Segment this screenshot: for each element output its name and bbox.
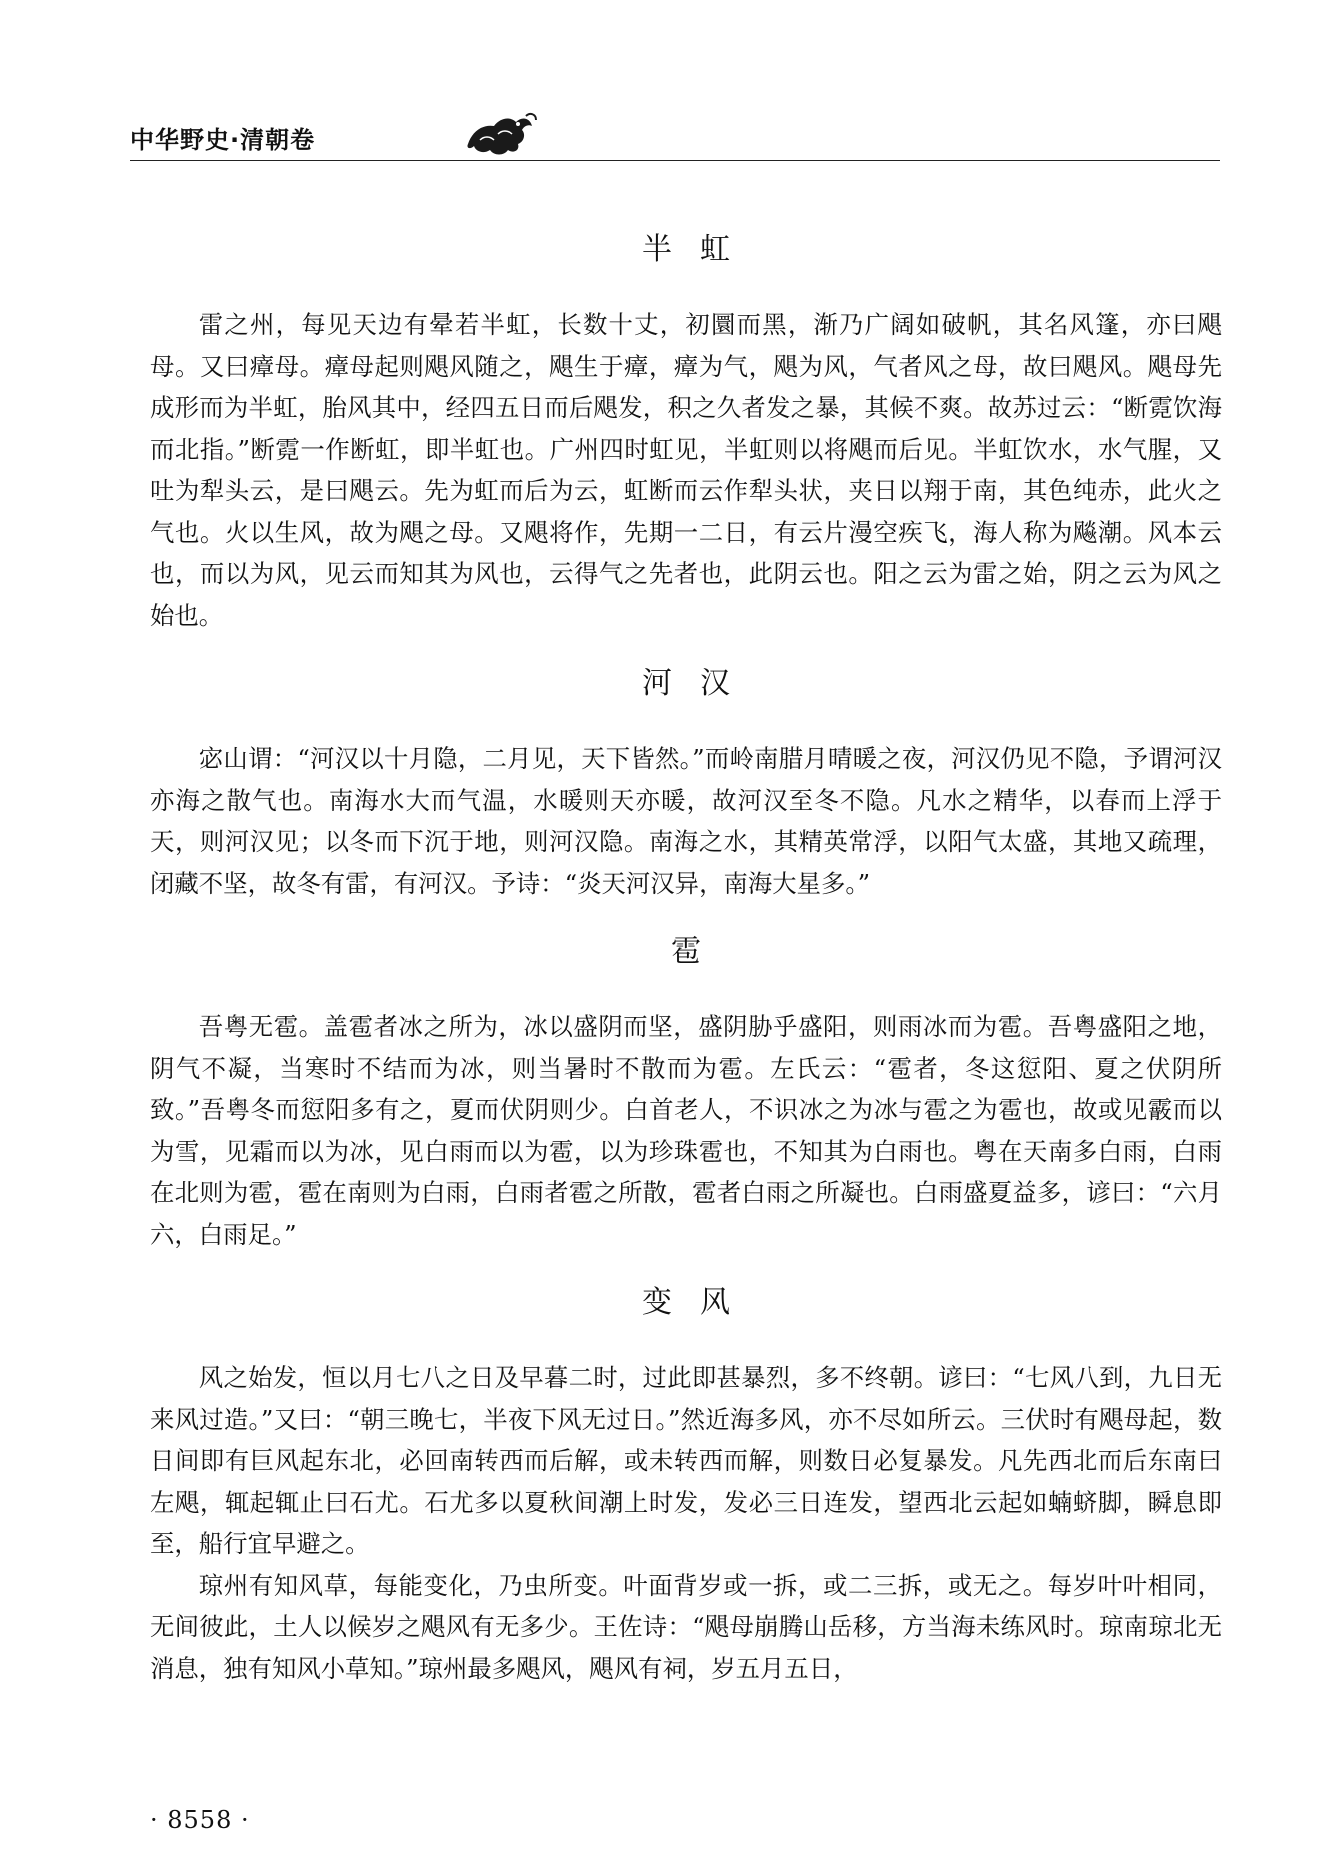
dragon-emblem-graphic	[460, 110, 540, 160]
page-content	[150, 220, 1222, 1707]
section-title: 半虹	[642, 232, 758, 267]
section-ban-hong	[150, 220, 1222, 636]
section-body	[150, 738, 1222, 904]
section-bao	[150, 922, 1222, 1255]
paragraph: 风之始发，恒以月七八之日及早暮二时，过此即甚暴烈，多不终朝。谚曰：“七风八到，九日无来风过造。”又曰：“朝三晚七，半夜下风无过日。”然近海多风，亦不尽如所云。三伏时有飓母起，数日间即有巨风起东北，必回南转西而后解，或未转西而解，则数日必复暴发。凡先西北而后东南曰左飓，辄起辄止曰石尤。石尤多以夏秋间潮上时发，发必三日连发，望西北云起如蝻蛴脚，瞬息即至，船行宜早避之。	[150, 1363, 1222, 1558]
page-number: · 8558 ·	[150, 1806, 250, 1834]
header-rule	[130, 160, 1220, 161]
section-title: 变风	[642, 1285, 758, 1320]
page-header	[130, 110, 550, 160]
dragon-emblem-icon	[460, 110, 540, 160]
section-he-han	[150, 654, 1222, 904]
paragraph: 吾粤无雹。盖雹者冰之所为，冰以盛阴而坚，盛阴胁乎盛阳，则雨冰而为雹。吾粤盛阳之地，阴气不凝，当寒时不结而为冰，则当暑时不散而为雹。左氏云：“雹者，冬这愆阳、夏之伏阴所致。”吾粤冬而愆阳多有之，夏而伏阴则少。白首老人，不识冰之为冰与雹之为雹也，故或见霰而以为雪，见霜而以为冰，见白雨而以为雹，以为珍珠雹也，不知其为白雨也。粤在天南多白雨，白雨在北则为雹，雹在南则为白雨，白雨者雹之所散，雹者白雨之所凝也。白雨盛夏益多，谚曰：“六月六，白雨足。”	[150, 1012, 1222, 1249]
section-body	[150, 304, 1222, 636]
section-title: 河汉	[642, 666, 758, 701]
paragraph: 宓山谓：“河汉以十月隐，二月见，天下皆然。”而岭南腊月晴暖之夜，河汉仍见不隐，予谓河汉亦海之散气也。南海水大而气温，水暖则天亦暖，故河汉至冬不隐。凡水之精华，以春而上浮于天，则河汉见；以冬而下沉于地，则河汉隐。南海之水，其精英常浮，以阳气太盛，其地又疏理，闭藏不坚，故冬有雷，有河汉。予诗：“炎天河汉异，南海大星多。”	[150, 744, 1222, 898]
section-bian-feng	[150, 1273, 1222, 1689]
section-title: 雹	[671, 934, 729, 969]
paragraph: 雷之州，每见天边有晕若半虹，长数十丈，初圜而黑，渐乃广阔如破帆，其名风篷，亦曰飓母。又曰瘴母。瘴母起则飓风随之，飓生于瘴，瘴为气，飓为风，气者风之母，故曰飓风。飓母先成形而为半虹，胎风其中，经四五日而后飓发，积之久者发之暴，其候不爽。故苏过云：“断霓饮海而北指。”断霓一作断虹，即半虹也。广州四时虹见，半虹则以将飓而后见。半虹饮水，水气腥，又吐为犁头云，是曰飓云。先为虹而后为云，虹断而云作犁头状，夹日以翔于南，其色纯赤，此火之气也。火以生风，故为飓之母。又飓将作，先期一二日，有云片漫空疾飞，海人称为飚潮。风本云也，而以为风，见云而知其为风也，云得气之先者也，此阴云也。阳之云为雷之始，阴之云为风之始也。	[150, 310, 1222, 630]
section-body	[150, 1357, 1222, 1689]
paragraph: 琼州有知风草，每能变化，乃虫所变。叶面背岁或一拆，或二三拆，或无之。每岁叶叶相同，无间彼此，土人以候岁之飓风有无多少。王佐诗：“飓母崩腾山岳移，方当海未练风时。琼南琼北无消息，独有知风小草知。”琼州最多飓风，飓风有祠，岁五月五日，	[150, 1570, 1222, 1683]
running-header-title: 中华野史·清朝卷	[130, 126, 316, 154]
section-body	[150, 1006, 1222, 1255]
